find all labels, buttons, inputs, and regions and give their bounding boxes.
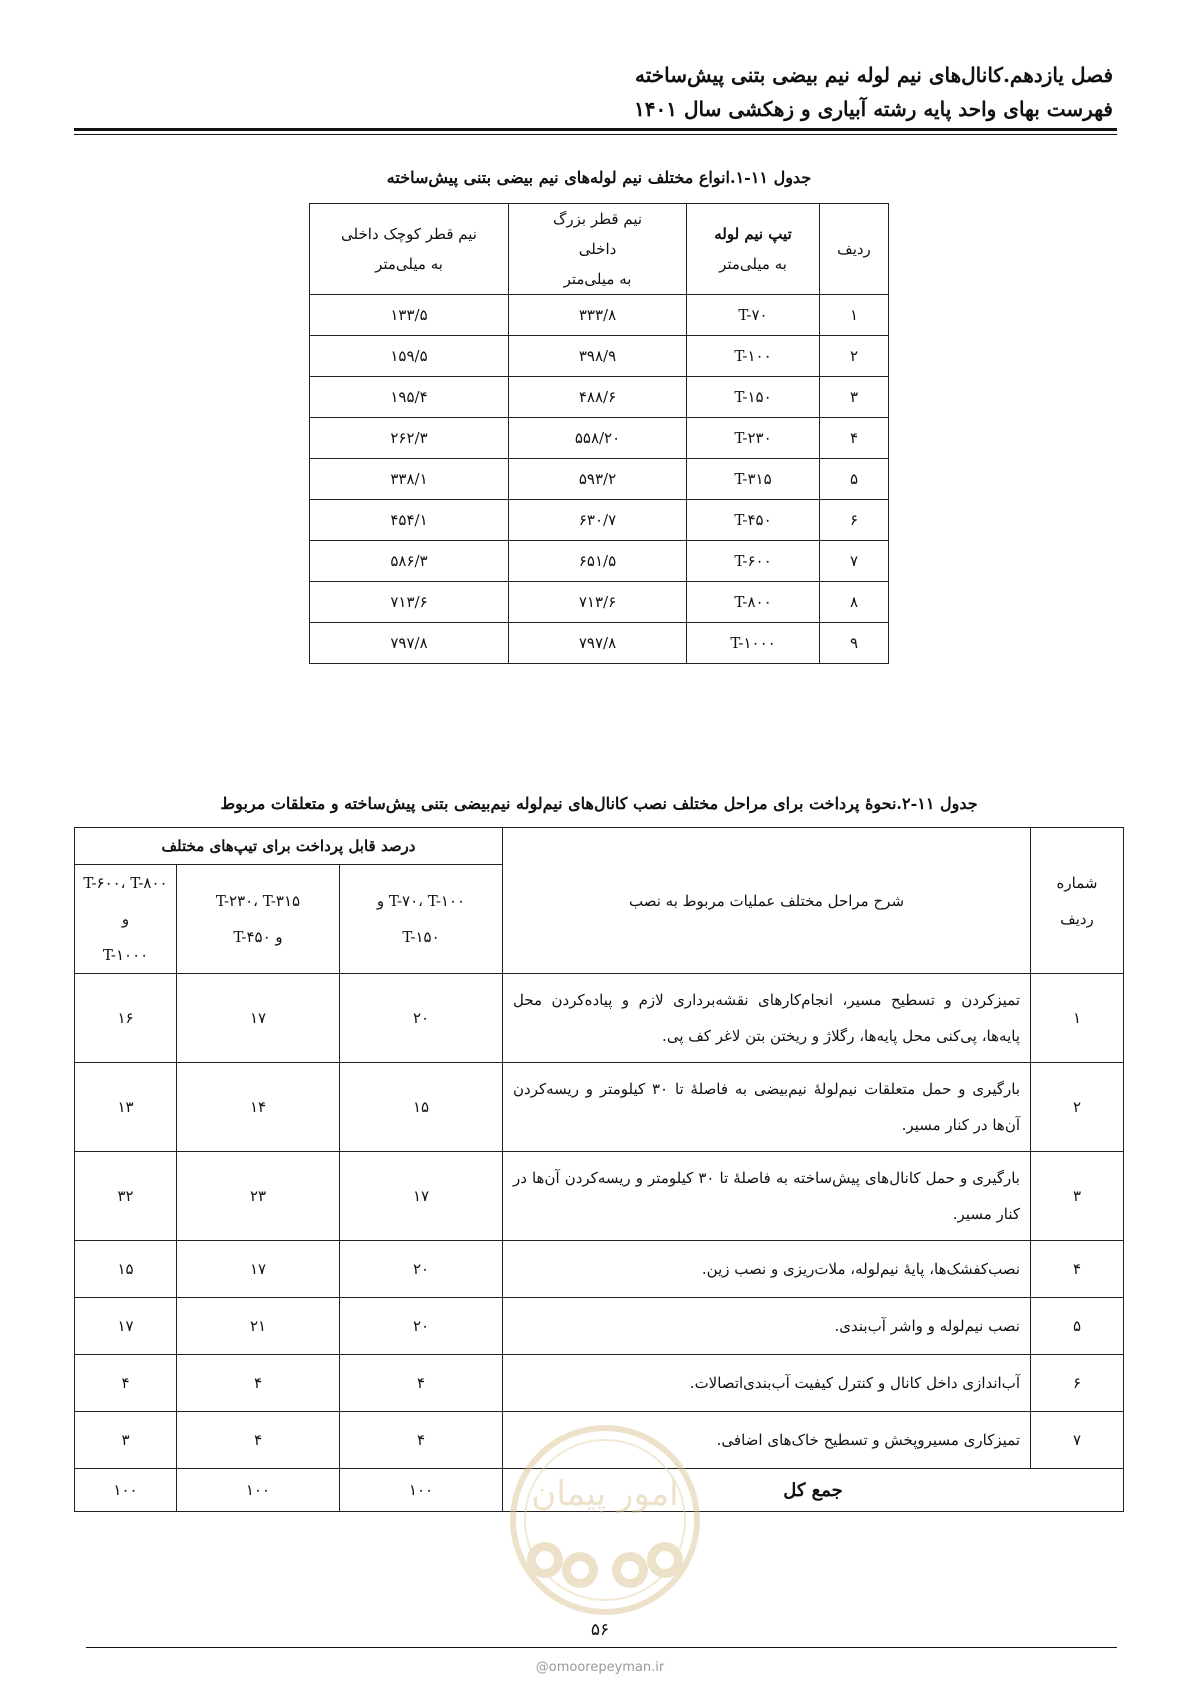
table1-header-large-unit: به میلی‌متر <box>563 270 632 288</box>
table2-header-percent-text: درصد قابل پرداخت برای تیپ‌های مختلف <box>161 837 416 855</box>
table1-cell-type: T-۳۱۵ <box>687 459 820 500</box>
table1-cell-n: ۱ <box>820 295 889 336</box>
table2-row <box>75 1152 1124 1241</box>
table2-header-description: شرح مراحل مختلف عملیات مربوط به نصب <box>503 828 1031 974</box>
table1-cell-small: ۱۵۹/۵ <box>310 336 509 377</box>
table2-header-row-b: ردیف <box>1060 909 1094 928</box>
table1-cell-n: ۳ <box>820 377 889 418</box>
table1-cell-large: ۶۵۱/۵ <box>509 541 687 582</box>
table1-header-small-a: نیم قطر کوچک داخلی <box>341 225 477 243</box>
watermark-text: امور پیمان <box>531 1474 679 1514</box>
table2-header-col3 <box>75 865 177 974</box>
table1-header-small-unit: به میلی‌متر <box>375 255 443 273</box>
table1-cell-n: ۶ <box>820 500 889 541</box>
table1-cell-large: ۵۵۸/۲۰ <box>509 418 687 459</box>
table1-cell-type: T-۱۰۰۰ <box>687 623 820 664</box>
table1-header-row <box>310 204 889 295</box>
table2-header-col1 <box>340 865 503 974</box>
table2-cell-c1: ۴ <box>340 1355 503 1412</box>
table1-row <box>310 541 889 582</box>
table1-header-row-number: ردیف <box>820 204 889 295</box>
table2-cell-c3: ۱۳ <box>75 1063 177 1152</box>
table2-caption: جدول ۱۱-۲.نحوۀ پرداخت برای مراحل مختلف نصب کانال‌های نیم‌لوله نیم‌بیضی بتنی پیش‌ساخته و متعلقات مربوط <box>220 794 978 813</box>
table2-cell-c2: ۱۴ <box>177 1063 340 1152</box>
table1-cell-small: ۵۸۶/۳ <box>310 541 509 582</box>
table1-cell-small: ۷۱۳/۶ <box>310 582 509 623</box>
table1-cell-n: ۵ <box>820 459 889 500</box>
table2-cell-c3: ۳ <box>75 1412 177 1469</box>
table2-cell-c2: ۱۷ <box>177 974 340 1063</box>
table2-header-col2 <box>177 865 340 974</box>
table1-cell-large: ۷۹۷/۸ <box>509 623 687 664</box>
table1-cell-large: ۳۳۳/۸ <box>509 295 687 336</box>
table2-cell-c1: ۴ <box>340 1412 503 1469</box>
table2-cell-c2: ۲۳ <box>177 1152 340 1241</box>
table1-cell-large: ۷۱۳/۶ <box>509 582 687 623</box>
watermark-seal-logo <box>505 1420 705 1620</box>
table2-cell-c3: ۱۷ <box>75 1298 177 1355</box>
table1-row <box>310 459 889 500</box>
table2-cell-c1: ۲۰ <box>340 1241 503 1298</box>
header-chapter-title: فصل یازدهم.کانال‌های نیم لوله نیم بیضی بتنی پیش‌ساخته <box>635 63 1113 87</box>
table2-header-col3-a: T-۶۰۰، T-۸۰۰ و <box>83 874 168 928</box>
table2-header-col1-b: T-۱۵۰ <box>402 928 440 946</box>
table1-header-large-radius <box>509 204 687 295</box>
table2-header-percent <box>75 828 503 865</box>
table2-cell-desc: نصب‌کفشک‌ها، پایۀ نیم‌لوله، ملات‌ریزی و نصب زین. <box>503 1241 1031 1298</box>
table1-cell-small: ۲۶۲/۳ <box>310 418 509 459</box>
table2-cell-desc: تمیزکردن و تسطیح مسیر، انجام‌کارهای نقشه‌برداری لازم و پیاده‌کردن محل پایه‌ها، پی‌کنی محل پایه‌ها، رگلاژ و ریختن بتن لاغر کف پی. <box>503 974 1031 1063</box>
table1-cell-n: ۹ <box>820 623 889 664</box>
table1-cell-type: T-۲۳۰ <box>687 418 820 459</box>
page-header <box>73 58 1113 126</box>
table2-cell-desc: بارگیری و حمل متعلقات نیم‌لولۀ نیم‌بیضی به فاصلۀ تا ۳۰ کیلومتر و ریسه‌کردن آن‌ها در کنار مسیر. <box>503 1063 1031 1152</box>
table2-cell-desc: نصب نیم‌لوله و واشر آب‌بندی. <box>503 1298 1031 1355</box>
table2-total-col3: ۱۰۰ <box>75 1469 177 1512</box>
table1-row <box>310 418 889 459</box>
table2-cell-desc: تمیزکاری مسیروپخش و تسطیح خاک‌های اضافی. <box>503 1412 1031 1469</box>
table2-cell-c3: ۱۵ <box>75 1241 177 1298</box>
table1-cell-n: ۲ <box>820 336 889 377</box>
table1-row <box>310 295 889 336</box>
footer-rule <box>86 1647 1117 1648</box>
header-book-title: فهرست بهای واحد پایه رشته آبیاری و زهکشی سال ۱۴۰۱ <box>634 97 1113 121</box>
table1-header-type-unit: به میلی‌متر <box>719 255 787 273</box>
table2-cell-c2: ۲۱ <box>177 1298 340 1355</box>
table1-row <box>310 336 889 377</box>
page-number: ۵۶ <box>590 1620 610 1640</box>
table2-cell-n: ۴ <box>1031 1241 1124 1298</box>
table2-cell-c2: ۴ <box>177 1355 340 1412</box>
table2-cell-n: ۱ <box>1031 974 1124 1063</box>
table1-cell-small: ۴۵۴/۱ <box>310 500 509 541</box>
table2-row <box>75 1241 1124 1298</box>
table1-cell-n: ۸ <box>820 582 889 623</box>
table2-cell-n: ۳ <box>1031 1152 1124 1241</box>
table2-cell-n: ۵ <box>1031 1298 1124 1355</box>
table1-header-type-title: تیپ نیم لوله <box>714 225 792 243</box>
table2-header-col2-b: و T-۴۵۰ <box>233 928 283 946</box>
table1-cell-large: ۴۸۸/۶ <box>509 377 687 418</box>
table2-cell-desc: بارگیری و حمل کانال‌های پیش‌ساخته به فاصلۀ تا ۳۰ کیلومتر و ریسه‌کردن آن‌ها در کنار مسیر. <box>503 1152 1031 1241</box>
header-rule-thin <box>74 134 1117 135</box>
table1-cell-n: ۴ <box>820 418 889 459</box>
table2-cell-c1: ۱۷ <box>340 1152 503 1241</box>
table2-cell-n: ۶ <box>1031 1355 1124 1412</box>
table2-cell-c1: ۲۰ <box>340 974 503 1063</box>
table1-cell-n: ۷ <box>820 541 889 582</box>
table1-row <box>310 377 889 418</box>
table2-header-col2-a: T-۲۳۰، T-۳۱۵ <box>215 892 301 910</box>
table1-cell-large: ۵۹۳/۲ <box>509 459 687 500</box>
table1-header-large-b: داخلی <box>578 240 617 258</box>
table2-cell-c2: ۱۷ <box>177 1241 340 1298</box>
table1-header-large-a: نیم قطر بزرگ <box>552 210 643 228</box>
table1-row <box>310 500 889 541</box>
table2-payment-stages <box>74 827 1124 1512</box>
table1-cell-type: T-۱۵۰ <box>687 377 820 418</box>
table2-total-label: جمع کل <box>503 1469 1124 1512</box>
table2-header-row-a: شماره <box>1056 873 1098 892</box>
table2-header-row-1 <box>75 828 1124 865</box>
table2-cell-c3: ۳۲ <box>75 1152 177 1241</box>
footer-site-handle: @omoorepeyman.ir <box>535 1660 665 1675</box>
table1-header-small-radius <box>310 204 509 295</box>
header-rule-thick <box>74 128 1117 131</box>
table2-total-col2: ۱۰۰ <box>177 1469 340 1512</box>
table1-cell-small: ۱۳۳/۵ <box>310 295 509 336</box>
table1-cell-type: T-۶۰۰ <box>687 541 820 582</box>
table2-cell-c3: ۴ <box>75 1355 177 1412</box>
table2-cell-c1: ۱۵ <box>340 1063 503 1152</box>
table2-cell-n: ۲ <box>1031 1063 1124 1152</box>
table1-cell-small: ۳۳۸/۱ <box>310 459 509 500</box>
table2-cell-c2: ۴ <box>177 1412 340 1469</box>
table2-row <box>75 1355 1124 1412</box>
table1-cell-type: T-۱۰۰ <box>687 336 820 377</box>
table1-cell-type: T-۴۵۰ <box>687 500 820 541</box>
table1-caption: جدول ۱۱-۱.انواع مختلف نیم لوله‌های نیم بیضی بتنی پیش‌ساخته <box>386 168 812 187</box>
table1-row <box>310 623 889 664</box>
table2-header-col1-a: T-۷۰، T-۱۰۰ و <box>376 892 466 910</box>
table1-cell-small: ۱۹۵/۴ <box>310 377 509 418</box>
table2-total-col1: ۱۰۰ <box>340 1469 503 1512</box>
table1-cell-type: T-۷۰ <box>687 295 820 336</box>
table1-cell-type: T-۸۰۰ <box>687 582 820 623</box>
table1-cell-large: ۶۳۰/۷ <box>509 500 687 541</box>
table2-row <box>75 1063 1124 1152</box>
table1-cell-large: ۳۹۸/۹ <box>509 336 687 377</box>
table2-cell-n: ۷ <box>1031 1412 1124 1469</box>
table1-header-type <box>687 204 820 295</box>
table1-half-pipe-types <box>309 203 889 664</box>
table1-cell-small: ۷۹۷/۸ <box>310 623 509 664</box>
table2-cell-desc: آب‌اندازی داخل کانال و کنترل کیفیت آب‌بندی‌اتصالات. <box>503 1355 1031 1412</box>
table2-header-row-number <box>1031 828 1124 974</box>
table1-row <box>310 582 889 623</box>
table2-row <box>75 1298 1124 1355</box>
table2-cell-c3: ۱۶ <box>75 974 177 1063</box>
table2-cell-c1: ۲۰ <box>340 1298 503 1355</box>
table2-header-col3-b: T-۱۰۰۰ <box>102 946 149 964</box>
table2-row <box>75 974 1124 1063</box>
